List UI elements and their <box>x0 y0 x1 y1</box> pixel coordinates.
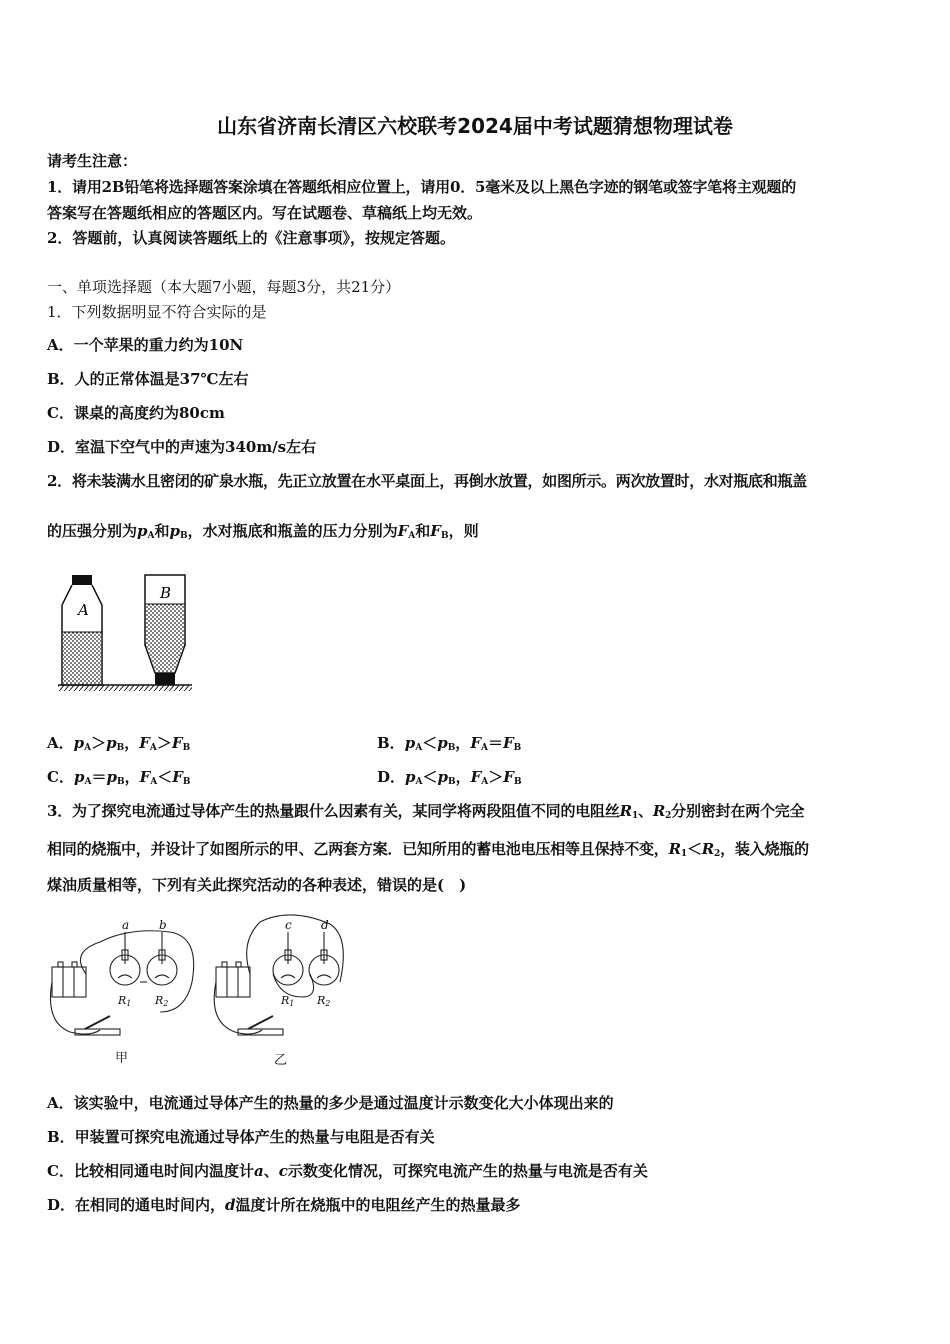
label-jia: 甲 <box>115 1051 129 1066</box>
q3-option-d: D．在相同的通电时间内，d温度计所在烧瓶中的电阻丝产生的热量最多 <box>47 1196 521 1214</box>
section-heading: 一、单项选择题（本大题7小题，每题3分，共21分） <box>47 278 401 296</box>
notice-line-1: 1．请用2B铅笔将选择题答案涂填在答题纸相应位置上，请用0．5毫米及以上黑色字迹的钢笔或签字笔将主观题的 <box>47 178 797 196</box>
notice-heading: 请考生注意： <box>47 152 138 170</box>
q1-option-c: C．课桌的高度约为80cm <box>47 404 225 422</box>
q3-option-c: C．比较相同通电时间内温度计a、c示数变化情况，可探究电流产生的热量与电流是否有关 <box>47 1162 648 1180</box>
circuit-jia <box>50 931 193 1035</box>
thermometer-b-label: b <box>159 918 167 932</box>
q2-option-d: D．$p_A<p_B$，$F_A>F_B$ <box>377 768 522 787</box>
q2-option-c: C．$p_A=p_B$，$F_A<F_B$ <box>47 768 191 787</box>
label-b: B <box>160 584 172 602</box>
circuit-yi <box>214 915 343 1035</box>
q3-option-a: A．该实验中，电流通过导体产生的热量的多少是通过温度计示数变化大小体现出来的 <box>47 1094 614 1112</box>
q3-stem-1: 3．为了探究电流通过导体产生的热量跟什么因素有关，某同学将两段阻值不同的电阻丝$R_1$、$R_2$分别密封在两个完全 <box>47 802 805 821</box>
label-a: A <box>78 601 89 619</box>
thermometer-c-label: c <box>285 918 292 932</box>
q2-option-b: B．$p_A<p_B$，$F_A=F_B$ <box>377 734 522 753</box>
notice-line-1b: 答案写在答题纸相应的答题区内。写在试题卷、草稿纸上均无效。 <box>47 204 483 222</box>
bottle-a <box>62 575 102 685</box>
q1-option-d: D．室温下空气中的声速为340m/s左右 <box>47 438 317 456</box>
q2-stem-1: 2．将未装满水且密闭的矿泉水瓶，先正立放置在水平桌面上，再倒水放置，如图所示。两次放置时，水对瓶底和瓶盖 <box>47 472 807 490</box>
label-yi: 乙 <box>274 1053 288 1068</box>
notice-line-2: 2．答题前，认真阅读答题纸上的《注意事项》，按规定答题。 <box>47 229 455 247</box>
r1-label-yi: R1 <box>281 994 295 1008</box>
q3-stem-2: 相同的烧瓶中，并设计了如图所示的甲、乙两套方案．已知所用的蓄电池电压相等且保持不变，$R_1<R_2$，装入烧瓶的 <box>47 840 809 859</box>
bottles-figure <box>50 570 200 695</box>
q3-stem-3: 煤油质量相等，下列有关此探究活动的各种表述，错误的是( ) <box>47 876 467 894</box>
q2-option-a: A．$p_A>p_B$，$F_A>F_B$ <box>47 734 191 753</box>
q1-stem: 1．下列数据明显不符合实际的是 <box>47 303 267 321</box>
q1-option-b: B．人的正常体温是37℃左右 <box>47 370 249 388</box>
thermometer-d-label: d <box>321 918 329 932</box>
q3-option-b: B．甲装置可探究电流通过导体产生的热量与电阻是否有关 <box>47 1128 435 1146</box>
thermometer-a-label: a <box>122 918 130 932</box>
circuit-figure <box>40 912 360 1077</box>
r2-label-jia: R2 <box>155 994 169 1008</box>
r2-label-yi: R2 <box>317 994 331 1008</box>
r1-label-jia: R1 <box>118 994 132 1008</box>
q2-stem-2: 的压强分别为$p_A$和$p_B$，水对瓶底和瓶盖的压力分别为$F_A$和$F_B$，则 <box>47 522 479 541</box>
q1-option-a: A．一个苹果的重力约为10N <box>47 336 244 354</box>
page-title: 山东省济南长清区六校联考2024届中考试题猜想物理试卷 <box>217 114 733 138</box>
